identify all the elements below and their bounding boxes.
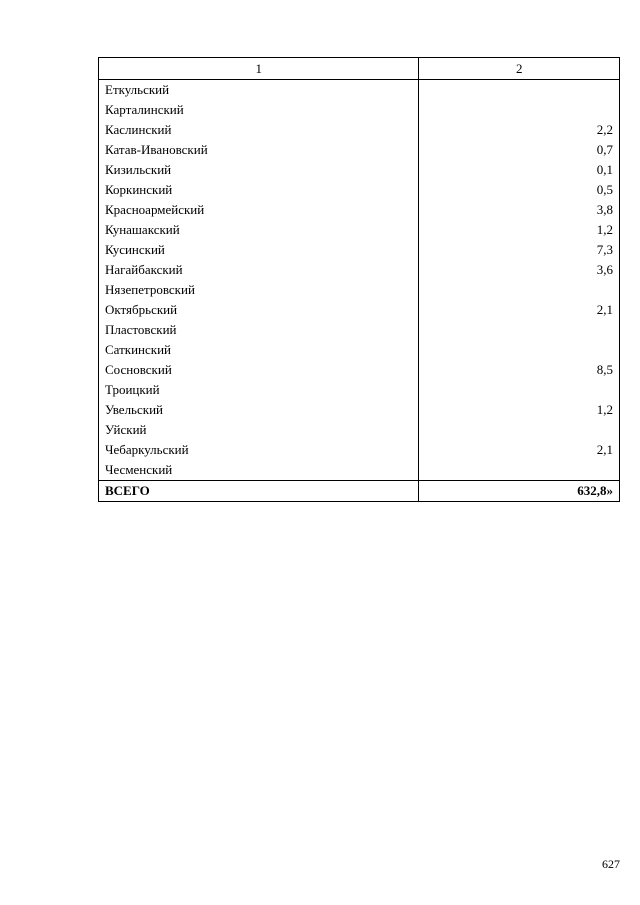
page-number: 627 bbox=[602, 857, 620, 871]
table-row bbox=[99, 420, 620, 440]
district-name-cell: Кунашакский bbox=[99, 220, 419, 240]
table-body bbox=[99, 58, 620, 502]
table-row bbox=[99, 440, 620, 460]
table-row bbox=[99, 240, 620, 260]
table-row bbox=[99, 380, 620, 400]
district-value-cell: 7,3 bbox=[419, 240, 620, 260]
district-name-cell: Кизильский bbox=[99, 160, 419, 180]
table-row bbox=[99, 260, 620, 280]
table-header-row bbox=[99, 58, 620, 80]
table-row bbox=[99, 460, 620, 481]
district-name-cell: Сосновский bbox=[99, 360, 419, 380]
district-name-cell: Октябрьский bbox=[99, 300, 419, 320]
table-row bbox=[99, 200, 620, 220]
district-name-cell: Увельский bbox=[99, 400, 419, 420]
district-name-cell: Троицкий bbox=[99, 380, 419, 400]
total-value-cell: 632,8» bbox=[419, 481, 620, 502]
district-name-cell: Чебаркульский bbox=[99, 440, 419, 460]
table-total-row bbox=[99, 481, 620, 502]
table-row bbox=[99, 100, 620, 120]
district-name-cell: Нагайбакский bbox=[99, 260, 419, 280]
district-name-cell: Красноармейский bbox=[99, 200, 419, 220]
table-row bbox=[99, 80, 620, 101]
district-value-cell bbox=[419, 320, 620, 340]
district-value-cell bbox=[419, 280, 620, 300]
district-value-cell: 0,5 bbox=[419, 180, 620, 200]
district-value-cell: 2,1 bbox=[419, 300, 620, 320]
district-name-cell: Катав-Ивановский bbox=[99, 140, 419, 160]
district-name-cell: Нязепетровский bbox=[99, 280, 419, 300]
table-row bbox=[99, 320, 620, 340]
district-name-cell: Уйский bbox=[99, 420, 419, 440]
table-row bbox=[99, 140, 620, 160]
district-value-cell bbox=[419, 380, 620, 400]
total-label-cell: ВСЕГО bbox=[99, 481, 419, 502]
district-value-cell: 2,1 bbox=[419, 440, 620, 460]
table-row bbox=[99, 400, 620, 420]
district-name-cell: Саткинский bbox=[99, 340, 419, 360]
district-value-cell bbox=[419, 80, 620, 101]
district-name-cell: Карталинский bbox=[99, 100, 419, 120]
column-header-2: 2 bbox=[419, 58, 620, 80]
district-value-cell bbox=[419, 100, 620, 120]
district-name-cell: Каслинский bbox=[99, 120, 419, 140]
table-row bbox=[99, 280, 620, 300]
district-value-cell: 0,7 bbox=[419, 140, 620, 160]
district-value-cell: 3,6 bbox=[419, 260, 620, 280]
district-value-cell: 2,2 bbox=[419, 120, 620, 140]
table-row bbox=[99, 120, 620, 140]
district-value-cell bbox=[419, 420, 620, 440]
district-value-cell: 0,1 bbox=[419, 160, 620, 180]
district-value-cell bbox=[419, 340, 620, 360]
district-value-cell: 8,5 bbox=[419, 360, 620, 380]
districts-table bbox=[98, 57, 620, 502]
district-name-cell: Пластовский bbox=[99, 320, 419, 340]
table-row bbox=[99, 340, 620, 360]
table-row bbox=[99, 160, 620, 180]
table-row bbox=[99, 300, 620, 320]
table-row bbox=[99, 180, 620, 200]
district-value-cell: 1,2 bbox=[419, 220, 620, 240]
table-row bbox=[99, 360, 620, 380]
district-value-cell bbox=[419, 460, 620, 481]
district-name-cell: Кусинский bbox=[99, 240, 419, 260]
district-name-cell: Чесменский bbox=[99, 460, 419, 481]
district-name-cell: Коркинский bbox=[99, 180, 419, 200]
column-header-1: 1 bbox=[99, 58, 419, 80]
district-value-cell: 3,8 bbox=[419, 200, 620, 220]
table-row bbox=[99, 220, 620, 240]
district-name-cell: Еткульский bbox=[99, 80, 419, 101]
district-value-cell: 1,2 bbox=[419, 400, 620, 420]
